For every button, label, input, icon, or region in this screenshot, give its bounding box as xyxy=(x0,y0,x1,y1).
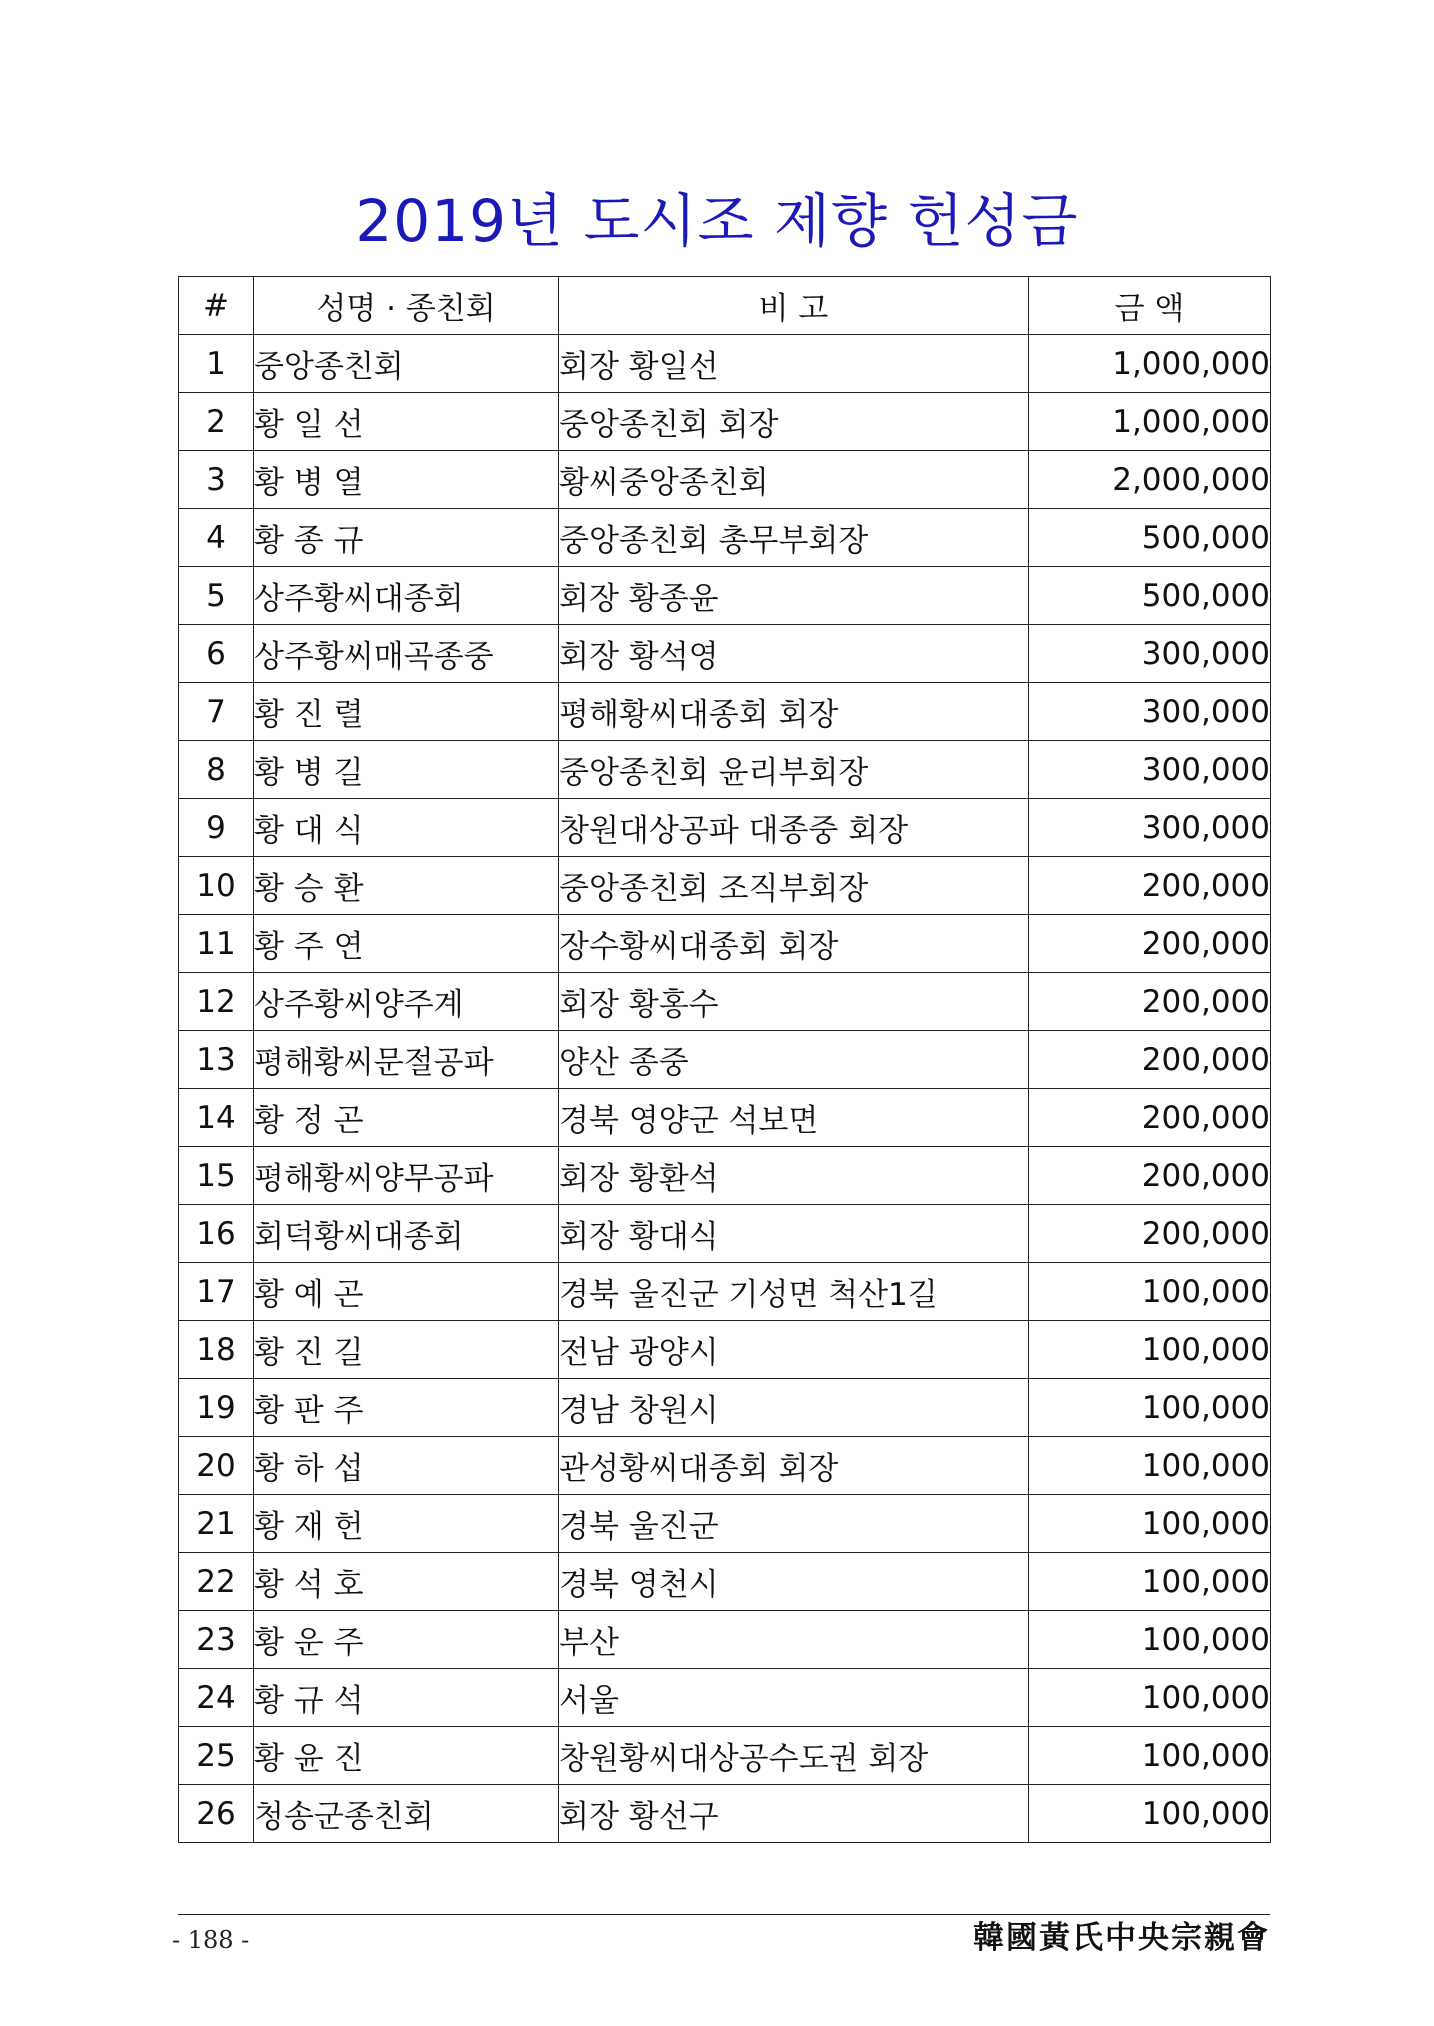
row-number: 10 xyxy=(179,857,254,915)
donation-amount: 100,000 xyxy=(1029,1669,1271,1727)
table-row xyxy=(179,567,1271,625)
donor-name: 황 윤 진 xyxy=(254,1727,559,1785)
row-number: 18 xyxy=(179,1321,254,1379)
table-row xyxy=(179,1727,1271,1785)
donor-name: 황 승 환 xyxy=(254,857,559,915)
row-number: 1 xyxy=(179,335,254,393)
donor-note: 서울 xyxy=(559,1669,1029,1727)
row-number: 17 xyxy=(179,1263,254,1321)
table-row xyxy=(179,1205,1271,1263)
table-row xyxy=(179,1321,1271,1379)
donation-amount: 100,000 xyxy=(1029,1553,1271,1611)
donor-name: 황 종 규 xyxy=(254,509,559,567)
donation-amount: 1,000,000 xyxy=(1029,393,1271,451)
row-number: 2 xyxy=(179,393,254,451)
donor-note: 양산 종중 xyxy=(559,1031,1029,1089)
page-number: - 188 - xyxy=(172,1926,250,1954)
row-number: 26 xyxy=(179,1785,254,1843)
donor-note: 관성황씨대종회 회장 xyxy=(559,1437,1029,1495)
table-row xyxy=(179,973,1271,1031)
donor-name: 황 정 곤 xyxy=(254,1089,559,1147)
row-number: 24 xyxy=(179,1669,254,1727)
donor-note: 경북 영양군 석보면 xyxy=(559,1089,1029,1147)
table-row xyxy=(179,625,1271,683)
donor-name: 상주황씨대종회 xyxy=(254,567,559,625)
donor-name: 황 운 주 xyxy=(254,1611,559,1669)
table-row xyxy=(179,393,1271,451)
donation-amount: 100,000 xyxy=(1029,1379,1271,1437)
row-number: 16 xyxy=(179,1205,254,1263)
donation-table xyxy=(178,276,1271,1843)
donor-note: 중앙종친회 총무부회장 xyxy=(559,509,1029,567)
table-row xyxy=(179,915,1271,973)
donor-note: 장수황씨대종회 회장 xyxy=(559,915,1029,973)
table-row xyxy=(179,1785,1271,1843)
donor-note: 경북 울진군 기성면 척산1길 xyxy=(559,1263,1029,1321)
donation-amount: 1,000,000 xyxy=(1029,335,1271,393)
donor-note: 중앙종친회 윤리부회장 xyxy=(559,741,1029,799)
table-row xyxy=(179,1089,1271,1147)
header-name: 성명 · 종친회 xyxy=(254,277,559,335)
donor-name: 황 일 선 xyxy=(254,393,559,451)
donation-amount: 200,000 xyxy=(1029,1031,1271,1089)
donation-amount: 100,000 xyxy=(1029,1437,1271,1495)
row-number: 23 xyxy=(179,1611,254,1669)
donation-amount: 300,000 xyxy=(1029,741,1271,799)
donation-amount: 100,000 xyxy=(1029,1321,1271,1379)
donation-amount: 200,000 xyxy=(1029,1147,1271,1205)
row-number: 21 xyxy=(179,1495,254,1553)
table-row xyxy=(179,335,1271,393)
table-row xyxy=(179,1553,1271,1611)
table-header xyxy=(179,277,1271,335)
header-row xyxy=(179,277,1271,335)
row-number: 7 xyxy=(179,683,254,741)
donor-note: 전남 광양시 xyxy=(559,1321,1029,1379)
donation-amount: 200,000 xyxy=(1029,1205,1271,1263)
donor-name: 황 판 주 xyxy=(254,1379,559,1437)
donor-name: 청송군종친회 xyxy=(254,1785,559,1843)
donation-amount: 200,000 xyxy=(1029,857,1271,915)
row-number: 5 xyxy=(179,567,254,625)
donor-name: 중앙종친회 xyxy=(254,335,559,393)
donation-amount: 200,000 xyxy=(1029,1089,1271,1147)
donor-note: 창원황씨대상공수도권 회장 xyxy=(559,1727,1029,1785)
donation-amount: 300,000 xyxy=(1029,683,1271,741)
table-row xyxy=(179,857,1271,915)
donation-amount: 100,000 xyxy=(1029,1495,1271,1553)
donation-amount: 300,000 xyxy=(1029,625,1271,683)
donation-amount: 300,000 xyxy=(1029,799,1271,857)
donor-note: 경북 울진군 xyxy=(559,1495,1029,1553)
donor-name: 황 예 곤 xyxy=(254,1263,559,1321)
donor-note: 경북 영천시 xyxy=(559,1553,1029,1611)
donation-amount: 100,000 xyxy=(1029,1611,1271,1669)
donation-amount: 500,000 xyxy=(1029,509,1271,567)
donation-amount: 500,000 xyxy=(1029,567,1271,625)
row-number: 22 xyxy=(179,1553,254,1611)
donor-note: 중앙종친회 조직부회장 xyxy=(559,857,1029,915)
row-number: 6 xyxy=(179,625,254,683)
donor-note: 회장 황석영 xyxy=(559,625,1029,683)
donor-note: 중앙종친회 회장 xyxy=(559,393,1029,451)
table-row xyxy=(179,799,1271,857)
donation-amount: 200,000 xyxy=(1029,915,1271,973)
donor-name: 평해황씨양무공파 xyxy=(254,1147,559,1205)
table-row xyxy=(179,451,1271,509)
donor-name: 황 대 식 xyxy=(254,799,559,857)
donation-amount: 100,000 xyxy=(1029,1727,1271,1785)
donation-amount: 2,000,000 xyxy=(1029,451,1271,509)
table-row xyxy=(179,1379,1271,1437)
donor-name: 황 하 섭 xyxy=(254,1437,559,1495)
row-number: 19 xyxy=(179,1379,254,1437)
donor-note: 회장 황대식 xyxy=(559,1205,1029,1263)
donor-name: 황 병 길 xyxy=(254,741,559,799)
donor-name: 황 병 열 xyxy=(254,451,559,509)
row-number: 9 xyxy=(179,799,254,857)
donor-name: 황 주 연 xyxy=(254,915,559,973)
row-number: 25 xyxy=(179,1727,254,1785)
donor-note: 회장 황일선 xyxy=(559,335,1029,393)
donation-amount: 200,000 xyxy=(1029,973,1271,1031)
table-row xyxy=(179,509,1271,567)
table-row xyxy=(179,1147,1271,1205)
table-row xyxy=(179,1495,1271,1553)
donor-name: 황 진 렬 xyxy=(254,683,559,741)
donor-name: 황 규 석 xyxy=(254,1669,559,1727)
donor-name: 상주황씨양주계 xyxy=(254,973,559,1031)
donor-name: 황 진 길 xyxy=(254,1321,559,1379)
row-number: 14 xyxy=(179,1089,254,1147)
table-row xyxy=(179,683,1271,741)
row-number: 11 xyxy=(179,915,254,973)
donor-name: 황 석 호 xyxy=(254,1553,559,1611)
donor-note: 회장 황환석 xyxy=(559,1147,1029,1205)
donor-note: 회장 황선구 xyxy=(559,1785,1029,1843)
donor-note: 부산 xyxy=(559,1611,1029,1669)
table-row xyxy=(179,741,1271,799)
table-row xyxy=(179,1031,1271,1089)
donor-name: 평해황씨문절공파 xyxy=(254,1031,559,1089)
header-amount: 금 액 xyxy=(1029,277,1271,335)
donation-amount: 100,000 xyxy=(1029,1785,1271,1843)
table-row xyxy=(179,1437,1271,1495)
donor-note: 회장 황종윤 xyxy=(559,567,1029,625)
row-number: 20 xyxy=(179,1437,254,1495)
row-number: 3 xyxy=(179,451,254,509)
donor-note: 경남 창원시 xyxy=(559,1379,1029,1437)
donor-name: 회덕황씨대종회 xyxy=(254,1205,559,1263)
row-number: 13 xyxy=(179,1031,254,1089)
donor-note: 평해황씨대종회 회장 xyxy=(559,683,1029,741)
row-number: 15 xyxy=(179,1147,254,1205)
donor-note: 창원대상공파 대종중 회장 xyxy=(559,799,1029,857)
donor-name: 상주황씨매곡종중 xyxy=(254,625,559,683)
table-row xyxy=(179,1669,1271,1727)
organization-name: 韓國黃氏中央宗親會 xyxy=(973,1920,1270,1956)
donor-name: 황 재 헌 xyxy=(254,1495,559,1553)
table-row xyxy=(179,1611,1271,1669)
donor-note: 황씨중앙종친회 xyxy=(559,451,1029,509)
row-number: 12 xyxy=(179,973,254,1031)
header-note: 비 고 xyxy=(559,277,1029,335)
donor-note: 회장 황홍수 xyxy=(559,973,1029,1031)
donation-amount: 100,000 xyxy=(1029,1263,1271,1321)
footer-divider xyxy=(178,1914,1270,1915)
table-body xyxy=(179,335,1271,1843)
header-number: # xyxy=(179,277,254,335)
row-number: 8 xyxy=(179,741,254,799)
table-row xyxy=(179,1263,1271,1321)
page-title: 2019년 도시조 제향 헌성금 xyxy=(355,187,1079,255)
row-number: 4 xyxy=(179,509,254,567)
